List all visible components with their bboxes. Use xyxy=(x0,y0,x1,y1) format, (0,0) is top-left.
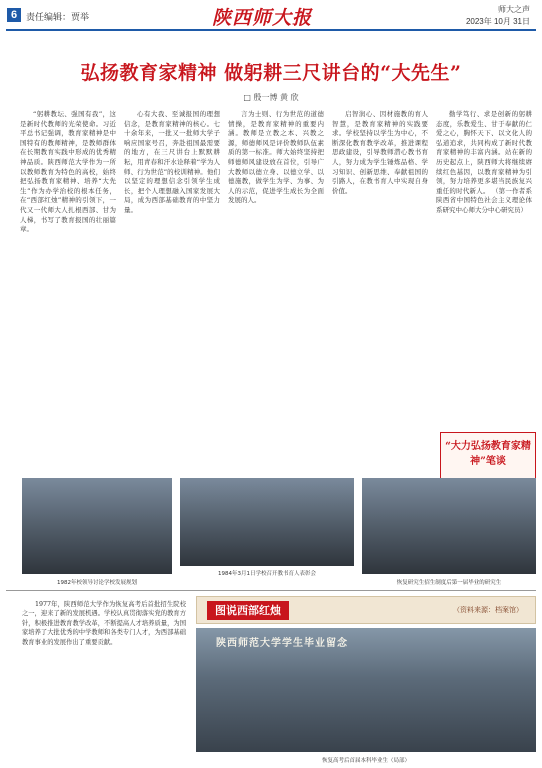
photo-caption-1: 1982年校领导讨论学校发展规划 xyxy=(57,580,137,586)
article-byline: □ 殷一博 黄 欣 xyxy=(243,93,299,102)
photo-caption-4: 恢复高考后首届本科毕业生（局部） xyxy=(321,758,410,764)
section-divider xyxy=(6,590,536,591)
section-name: 师大之声 xyxy=(498,5,530,14)
article-column-5-text: 勤学笃行、求是创新的躬耕态度，乐教爱生、甘于奉献的仁爱之心，胸怀天下、以文化人的弘道追求，共同构成了新时代教育家精神的丰富内涵。站在新的历史起点上，陕西师大将继续赓续红色基因，以教育家精神为引领，努力培养更多堪当民族复兴重任的时代新人。 xyxy=(436,110,532,195)
series-slogan: “大力弘扬教育家精神”笔谈 xyxy=(440,432,536,486)
page-number: 6 xyxy=(7,8,21,22)
article-column-3: 言为士则、行为世范的道德情操，是教育家精神的重要内涵。教师是立教之本、兴教之源，师德师风是评价教师队伍素质的第一标准。师大始终坚持把师德师风建设放在首位，引导广大教师以德立身、以德立学、以德施教，做学生为学、为事、为人的示范，促进学生成长为全面发展的人。 xyxy=(228,110,324,205)
historic-photo-3 xyxy=(362,478,536,574)
history-intro-text: 1977年，陕西师范大学作为恢复高考后首批招生院校之一，迎来了新的发展机遇。学校认真贯彻落实党的教育方针，积极推进教育教学改革，不断提高人才培养质量，为国家培养了大批优秀的中学教师和各类专门人才，为西部基础教育事业的发展作出了重要贡献。 xyxy=(22,601,186,646)
editor-credit: 责任编辑：贾举 xyxy=(26,12,90,22)
article-column-2: 心有大我、至诚报国的理想信念，是教育家精神的核心。七十余年来，一批又一批师大学子响应国家号召，奔赴祖国最需要的地方，在三尺讲台上默默耕耘，用青春和汗水诠释着“学为人师、行为世范”的校训精神。他们以坚定的理想信念引领学生成长，把个人理想融入国家发展大局，成为西部基础教育的中坚力量。 xyxy=(124,110,220,214)
photo-caption-3: 恢复研究生招生制度后第一届毕业的研究生 xyxy=(396,580,502,586)
historic-photo-1 xyxy=(22,478,172,574)
banner-title: 图说西部红烛 xyxy=(207,601,289,620)
article-column-1: “躬耕教坛、强国有我”，这是新时代教师的光荣使命。习近平总书记强调，教育家精神是中国特有的教师精神，是教师群体在长期教育实践中形成的优秀精神品质。陕西师范大学作为一所以教师教育为特色的高校，始终把弘扬教育家精神、培养“大先生”作为办学治校的根本任务，在“西部红烛”精神的引领下，一代又一代师大人扎根西部、甘为人梯，书写了教育报国的壮丽篇章。 xyxy=(20,110,116,234)
masthead-logo: 陕西师大报 xyxy=(212,7,313,29)
historic-photo-2 xyxy=(180,478,354,566)
author-note: （第一作者系陕西省中国特色社会主义理论体系研究中心师大分中心研究员） xyxy=(436,186,532,214)
graduation-photo xyxy=(196,628,536,752)
banner-source: （资料来源：档案馆） xyxy=(453,606,523,614)
photo-caption-2: 1984年3月1日学校召开教书育人表彰会 xyxy=(218,571,316,577)
article-headline: 弘扬教育家精神 做躬耕三尺讲台的“大先生” xyxy=(80,62,462,84)
masthead-right xyxy=(466,4,530,28)
article-column-4: 启智润心、因材施教的育人智慧，是教育家精神的实践要求。学校坚持以学生为中心，不断深化教育教学改革，推进课程思政建设，引导教师潜心教书育人，努力成为学生锤炼品格、学习知识、创新思维、奉献祖国的引路人，在教书育人中实现自身价值。 xyxy=(332,110,428,195)
page-header xyxy=(0,0,542,30)
header-rule xyxy=(6,29,536,31)
issue-date: 2023年 10月 31日 xyxy=(465,17,530,26)
graduation-banner-text: 陕西师范大学学生毕业留念 xyxy=(216,638,348,649)
article-column-5 xyxy=(436,110,532,430)
picture-banner xyxy=(196,596,536,624)
